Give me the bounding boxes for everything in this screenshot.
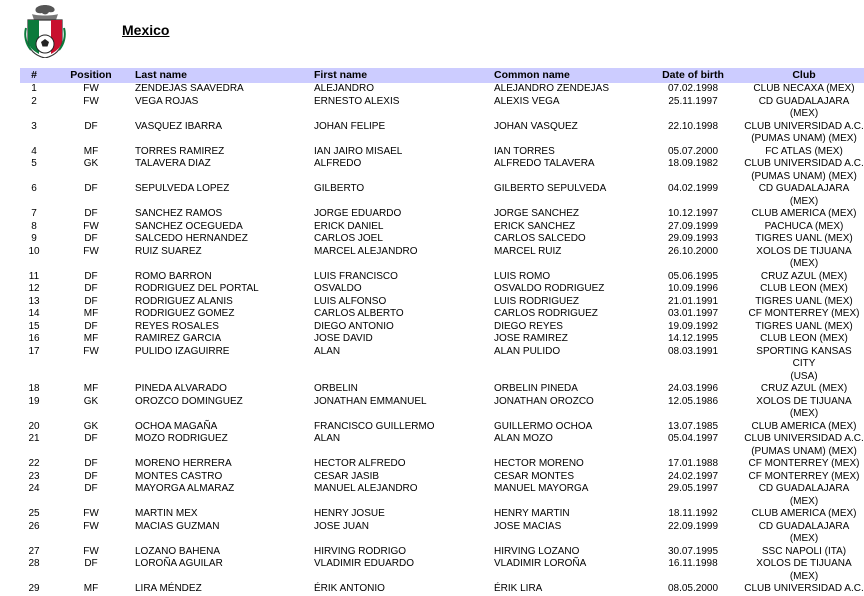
player-club xyxy=(744,83,864,96)
player-dob: 22.09.1999 xyxy=(667,520,719,532)
player-club-line: CLUB AMERICA (MEX) xyxy=(751,508,857,519)
table-row xyxy=(20,308,864,321)
player-dob: 24.03.1996 xyxy=(667,383,719,394)
player-club xyxy=(744,558,864,583)
player-first-name: JOHAN FELIPE xyxy=(314,120,386,132)
player-club-line: CLUB AMERICA (MEX) xyxy=(751,420,857,432)
player-position: FW xyxy=(83,345,99,357)
player-last-name: TORRES RAMIREZ xyxy=(135,145,225,157)
table-row xyxy=(20,433,864,458)
table-row xyxy=(20,283,864,296)
table-row xyxy=(20,458,864,471)
player-dob: 05.06.1995 xyxy=(667,270,719,282)
player-common-name: VLADIMIR LOROÑA xyxy=(494,558,587,569)
player-position: FW xyxy=(83,95,99,107)
player-number: 7 xyxy=(31,208,37,219)
player-first-name: FRANCISCO GUILLERMO xyxy=(314,420,435,432)
player-position: DF xyxy=(84,458,98,469)
player-first-name: HENRY JOSUE xyxy=(314,508,385,519)
player-last-name: PINEDA ALVARADO xyxy=(135,383,227,394)
player-club-line: CLUB UNIVERSIDAD A.C. xyxy=(744,158,864,169)
player-common-name: ÉRIK LIRA xyxy=(494,583,543,594)
player-dob: 17.01.1988 xyxy=(667,458,719,469)
player-club-line: (PUMAS UNAM) (MEX) xyxy=(751,445,857,457)
team-title: Mexico xyxy=(122,22,170,38)
player-dob: 05.04.1997 xyxy=(667,433,719,444)
table-row xyxy=(20,483,864,508)
player-first-name: HIRVING RODRIGO xyxy=(314,545,407,557)
table-row xyxy=(20,146,864,159)
player-first-name: HECTOR ALFREDO xyxy=(314,458,406,469)
table-row xyxy=(20,508,864,521)
table-header xyxy=(20,68,864,83)
player-number: 14 xyxy=(28,308,40,319)
player-number: 11 xyxy=(28,270,40,282)
table-row xyxy=(20,183,864,208)
player-club xyxy=(744,321,864,334)
player-position: MF xyxy=(83,583,99,594)
table-row xyxy=(20,296,864,309)
player-position: MF xyxy=(83,383,99,394)
player-number: 12 xyxy=(28,283,40,294)
player-last-name: LOZANO BAHENA xyxy=(135,545,221,557)
player-last-name: MONTES CASTRO xyxy=(135,470,223,482)
player-club-line: CLUB UNIVERSIDAD A.C. xyxy=(744,433,864,444)
table-row xyxy=(20,221,864,234)
col-position-header: Position xyxy=(70,69,112,81)
player-common-name: ALFREDO TALAVERA xyxy=(494,158,595,169)
player-dob: 08.05.2000 xyxy=(667,583,719,594)
player-dob: 22.10.1998 xyxy=(667,120,719,132)
player-last-name: MOZO RODRIGUEZ xyxy=(135,433,228,444)
table-row xyxy=(20,121,864,146)
player-last-name: MACIAS GUZMAN xyxy=(135,520,220,532)
player-common-name: CARLOS SALCEDO xyxy=(494,233,586,244)
player-number: 28 xyxy=(28,558,40,569)
player-club-line: SSC NAPOLI (ITA) xyxy=(761,545,847,557)
player-dob: 18.09.1982 xyxy=(667,158,719,169)
player-club xyxy=(744,221,864,234)
player-last-name: RODRIGUEZ DEL PORTAL xyxy=(135,283,259,294)
player-last-name: ROMO BARRON xyxy=(135,270,212,282)
player-dob: 24.02.1997 xyxy=(667,470,719,482)
player-number: 21 xyxy=(28,433,40,444)
player-position: MF xyxy=(83,308,99,319)
player-last-name: SALCEDO HERNANDEZ xyxy=(135,233,248,244)
player-first-name: ÉRIK ANTONIO xyxy=(314,583,385,594)
player-number: 20 xyxy=(28,420,40,432)
player-club-line: PACHUCA (MEX) xyxy=(764,220,844,232)
player-common-name: MARCEL RUIZ xyxy=(494,245,562,257)
player-first-name: GILBERTO xyxy=(314,183,365,194)
player-last-name: PULIDO IZAGUIRRE xyxy=(135,345,230,357)
table-row xyxy=(20,271,864,284)
player-club-line: CLUB UNIVERSIDAD A.C. xyxy=(744,583,864,594)
table-body xyxy=(20,83,864,596)
player-first-name: DIEGO ANTONIO xyxy=(314,320,394,332)
player-number: 19 xyxy=(28,395,40,407)
player-club xyxy=(744,546,864,559)
player-club xyxy=(744,308,864,321)
player-position: GK xyxy=(83,158,99,169)
player-last-name: OROZCO DOMINGUEZ xyxy=(135,395,243,407)
player-club-line: (USA) xyxy=(790,370,818,382)
player-number: 25 xyxy=(28,508,40,519)
player-club xyxy=(744,346,864,384)
player-common-name: ALEJANDRO ZENDEJAS xyxy=(494,83,610,94)
table-row xyxy=(20,158,864,183)
player-common-name: GILBERTO SEPULVEDA xyxy=(494,183,607,194)
player-club-line: CLUB NECAXA (MEX) xyxy=(753,83,855,94)
player-club xyxy=(744,383,864,396)
player-last-name: TALAVERA DIAZ xyxy=(135,158,211,169)
player-first-name: CARLOS JOEL xyxy=(314,233,383,244)
player-position: DF xyxy=(84,483,98,494)
player-last-name: REYES ROSALES xyxy=(135,320,219,332)
player-common-name: ALEXIS VEGA xyxy=(494,95,560,107)
player-position: DF xyxy=(84,320,98,332)
col-common-name-header: Common name xyxy=(494,69,570,81)
table-row xyxy=(20,83,864,96)
player-common-name: HIRVING LOZANO xyxy=(494,545,580,557)
player-dob: 27.09.1999 xyxy=(667,220,719,232)
player-club-line: TIGRES UANL (MEX) xyxy=(755,295,853,307)
player-common-name: ORBELIN PINEDA xyxy=(494,383,578,394)
player-club xyxy=(744,483,864,508)
player-club xyxy=(744,246,864,271)
player-common-name: JOSE MACIAS xyxy=(494,520,562,532)
player-first-name: LUIS FRANCISCO xyxy=(314,270,398,282)
player-dob: 04.02.1999 xyxy=(667,183,719,194)
player-position: FW xyxy=(83,83,99,94)
player-position: GK xyxy=(83,420,99,432)
table-row xyxy=(20,421,864,434)
player-club-line: CRUZ AZUL (MEX) xyxy=(760,270,848,282)
player-number: 5 xyxy=(31,158,37,169)
player-common-name: ALAN PULIDO xyxy=(494,345,561,357)
player-position: DF xyxy=(84,558,98,569)
player-first-name: ALAN xyxy=(314,433,341,444)
player-dob: 26.10.2000 xyxy=(667,245,719,257)
player-first-name: ALAN xyxy=(314,345,341,357)
player-club-line: CRUZ AZUL (MEX) xyxy=(760,383,848,394)
col-last-name-header: Last name xyxy=(135,69,187,81)
player-number: 18 xyxy=(28,383,40,394)
table-row xyxy=(20,583,864,596)
player-position: DF xyxy=(84,295,98,307)
player-number: 8 xyxy=(31,220,37,232)
player-club xyxy=(744,208,864,221)
player-position: GK xyxy=(83,395,99,407)
player-last-name: VEGA ROJAS xyxy=(135,95,199,107)
player-club xyxy=(744,458,864,471)
player-club-line: CF MONTERREY (MEX) xyxy=(748,458,860,469)
player-first-name: JONATHAN EMMANUEL xyxy=(314,395,427,407)
player-common-name: LUIS ROMO xyxy=(494,270,551,282)
player-last-name: LIRA MÉNDEZ xyxy=(135,583,202,594)
player-club-line: XOLOS DE TIJUANA (MEX) xyxy=(756,245,852,269)
player-club xyxy=(744,333,864,346)
player-last-name: RUIZ SUAREZ xyxy=(135,245,202,257)
player-dob: 13.07.1985 xyxy=(667,420,719,432)
player-club-line: FC ATLAS (MEX) xyxy=(765,145,843,157)
player-first-name: OSVALDO xyxy=(314,283,362,294)
player-club-line: CD GUADALAJARA (MEX) xyxy=(758,183,850,207)
player-common-name: IAN TORRES xyxy=(494,145,555,157)
player-club-line: (PUMAS UNAM) (MEX) xyxy=(751,133,857,144)
player-number: 24 xyxy=(28,483,40,494)
player-common-name: ALAN MOZO xyxy=(494,433,553,444)
table-row xyxy=(20,558,864,583)
player-dob: 29.05.1997 xyxy=(667,483,719,494)
player-first-name: ERICK DANIEL xyxy=(314,220,384,232)
player-last-name: MORENO HERRERA xyxy=(135,458,232,469)
player-club xyxy=(744,96,864,121)
player-dob: 03.01.1997 xyxy=(667,308,719,319)
table-row xyxy=(20,233,864,246)
player-common-name: MANUEL MAYORGA xyxy=(494,483,589,494)
player-position: MF xyxy=(83,145,99,157)
player-number: 22 xyxy=(28,458,40,469)
player-number: 16 xyxy=(28,333,40,344)
player-club-line: (PUMAS UNAM) (MEX) xyxy=(751,170,857,182)
player-first-name: JORGE EDUARDO xyxy=(314,208,402,219)
player-position: DF xyxy=(84,208,98,219)
player-club-line: CLUB AMERICA (MEX) xyxy=(751,208,857,219)
player-position: DF xyxy=(84,283,98,294)
player-common-name: HENRY MARTIN xyxy=(494,508,570,519)
player-last-name: MAYORGA ALMARAZ xyxy=(135,483,235,494)
player-number: 9 xyxy=(31,233,37,244)
player-club xyxy=(744,283,864,296)
player-club xyxy=(744,471,864,484)
player-club-line: TIGRES UANL (MEX) xyxy=(755,233,853,244)
player-number: 23 xyxy=(28,470,40,482)
player-number: 27 xyxy=(28,545,40,557)
player-club xyxy=(744,233,864,246)
player-last-name: SANCHEZ RAMOS xyxy=(135,208,223,219)
player-common-name: CESAR MONTES xyxy=(494,470,575,482)
player-position: FW xyxy=(83,508,99,519)
player-first-name: ALFREDO xyxy=(314,158,362,169)
player-last-name: RAMIREZ GARCIA xyxy=(135,333,222,344)
player-first-name: JOSE JUAN xyxy=(314,520,370,532)
player-first-name: MARCEL ALEJANDRO xyxy=(314,245,418,257)
player-first-name: IAN JAIRO MISAEL xyxy=(314,145,403,157)
player-number: 13 xyxy=(28,295,40,307)
player-number: 4 xyxy=(31,145,37,157)
col-dob-header: Date of birth xyxy=(662,69,724,81)
player-position: DF xyxy=(84,270,98,282)
player-dob: 19.09.1992 xyxy=(667,320,719,332)
player-common-name: GUILLERMO OCHOA xyxy=(494,420,593,432)
table-row xyxy=(20,208,864,221)
player-club xyxy=(744,183,864,208)
player-common-name: JONATHAN OROZCO xyxy=(494,395,594,407)
player-club-line: XOLOS DE TIJUANA (MEX) xyxy=(756,558,852,582)
player-common-name: JOSE RAMIREZ xyxy=(494,333,568,344)
player-club-line: CF MONTERREY (MEX) xyxy=(748,470,860,482)
player-club-line: CLUB LEON (MEX) xyxy=(760,283,848,294)
player-position: DF xyxy=(84,470,98,482)
player-last-name: SANCHEZ OCEGUEDA xyxy=(135,220,243,232)
table-row xyxy=(20,321,864,334)
player-club-line: CD GUADALAJARA (MEX) xyxy=(758,483,850,507)
player-common-name: JORGE SANCHEZ xyxy=(494,208,580,219)
player-position: FW xyxy=(83,220,99,232)
player-club-line: CLUB UNIVERSIDAD A.C. xyxy=(744,120,864,132)
player-dob: 07.02.1998 xyxy=(667,83,719,94)
squad-table xyxy=(20,68,864,596)
player-last-name: RODRIGUEZ ALANIS xyxy=(135,295,233,307)
player-number: 26 xyxy=(28,520,40,532)
player-number: 15 xyxy=(28,320,40,332)
player-last-name: MARTIN MEX xyxy=(135,508,198,519)
player-number: 1 xyxy=(31,83,37,94)
player-first-name: ALEJANDRO xyxy=(314,83,375,94)
player-club xyxy=(744,271,864,284)
table-row xyxy=(20,246,864,271)
player-dob: 10.09.1996 xyxy=(667,283,719,294)
player-position: FW xyxy=(83,545,99,557)
player-club xyxy=(744,521,864,546)
player-club xyxy=(744,508,864,521)
player-first-name: LUIS ALFONSO xyxy=(314,295,387,307)
table-row xyxy=(20,471,864,484)
player-position: DF xyxy=(84,183,98,194)
player-club-line: CD GUADALAJARA (MEX) xyxy=(758,95,850,119)
player-club-line: CLUB LEON (MEX) xyxy=(760,333,848,344)
player-last-name: LOROÑA AGUILAR xyxy=(135,558,223,569)
player-club-line: SPORTING KANSAS CITY xyxy=(756,345,852,369)
player-common-name: CARLOS RODRIGUEZ xyxy=(494,308,598,319)
player-last-name: RODRIGUEZ GOMEZ xyxy=(135,308,235,319)
player-first-name: CARLOS ALBERTO xyxy=(314,308,404,319)
player-last-name: ZENDEJAS SAAVEDRA xyxy=(135,83,244,94)
player-club xyxy=(744,396,864,421)
player-last-name: OCHOA MAGAÑA xyxy=(135,420,218,432)
player-club xyxy=(744,121,864,146)
table-row xyxy=(20,383,864,396)
player-dob: 21.01.1991 xyxy=(667,295,719,307)
player-dob: 14.12.1995 xyxy=(667,333,719,344)
player-club xyxy=(744,146,864,159)
player-last-name: SEPULVEDA LOPEZ xyxy=(135,183,230,194)
player-number: 10 xyxy=(28,245,40,257)
player-common-name: JOHAN VASQUEZ xyxy=(494,120,578,132)
player-dob: 10.12.1997 xyxy=(667,208,719,219)
player-position: DF xyxy=(84,433,98,444)
table-row xyxy=(20,521,864,546)
player-club xyxy=(744,433,864,458)
player-club xyxy=(744,296,864,309)
player-dob: 08.03.1991 xyxy=(667,345,719,357)
player-number: 2 xyxy=(31,95,37,107)
player-club xyxy=(744,583,864,596)
player-dob: 30.07.1995 xyxy=(667,545,719,557)
player-dob: 25.11.1997 xyxy=(668,95,718,107)
col-club-header: Club xyxy=(792,69,816,81)
player-position: MF xyxy=(83,333,99,344)
player-club xyxy=(744,421,864,434)
player-first-name: ORBELIN xyxy=(314,383,358,394)
player-first-name: JOSE DAVID xyxy=(314,333,373,344)
player-first-name: MANUEL ALEJANDRO xyxy=(314,483,418,494)
table-row xyxy=(20,546,864,559)
player-position: DF xyxy=(84,233,98,244)
player-club-line: CD GUADALAJARA (MEX) xyxy=(758,520,850,544)
player-common-name: HECTOR MORENO xyxy=(494,458,584,469)
player-last-name: VASQUEZ IBARRA xyxy=(135,120,223,132)
player-common-name: LUIS RODRIGUEZ xyxy=(494,295,580,307)
player-club-line: CF MONTERREY (MEX) xyxy=(748,308,860,319)
player-dob: 16.11.1998 xyxy=(668,558,718,569)
player-dob: 05.07.2000 xyxy=(667,145,719,157)
col-first-name-header: First name xyxy=(314,69,368,81)
player-position: FW xyxy=(83,245,99,257)
player-first-name: ERNESTO ALEXIS xyxy=(314,95,400,107)
player-number: 6 xyxy=(31,183,37,194)
player-common-name: ERICK SANCHEZ xyxy=(494,220,576,232)
table-row xyxy=(20,396,864,421)
player-number: 17 xyxy=(28,345,40,357)
player-dob: 29.09.1993 xyxy=(667,233,719,244)
player-position: FW xyxy=(83,520,99,532)
player-first-name: CESAR JASIB xyxy=(314,470,380,482)
player-number: 3 xyxy=(31,120,37,132)
player-club-line: XOLOS DE TIJUANA (MEX) xyxy=(756,395,852,419)
player-position: DF xyxy=(84,120,98,132)
player-common-name: OSVALDO RODRIGUEZ xyxy=(494,283,605,294)
player-club-line: TIGRES UANL (MEX) xyxy=(755,320,853,332)
federation-crest-logo xyxy=(22,4,68,58)
player-dob: 12.05.1986 xyxy=(667,395,719,407)
player-dob: 18.11.1992 xyxy=(668,508,718,519)
player-club xyxy=(744,158,864,183)
player-number: 29 xyxy=(28,583,40,594)
table-row xyxy=(20,346,864,384)
player-common-name: DIEGO REYES xyxy=(494,320,563,332)
table-row xyxy=(20,96,864,121)
player-first-name: VLADIMIR EDUARDO xyxy=(314,558,415,569)
table-row xyxy=(20,333,864,346)
col-number-header: # xyxy=(31,69,37,81)
